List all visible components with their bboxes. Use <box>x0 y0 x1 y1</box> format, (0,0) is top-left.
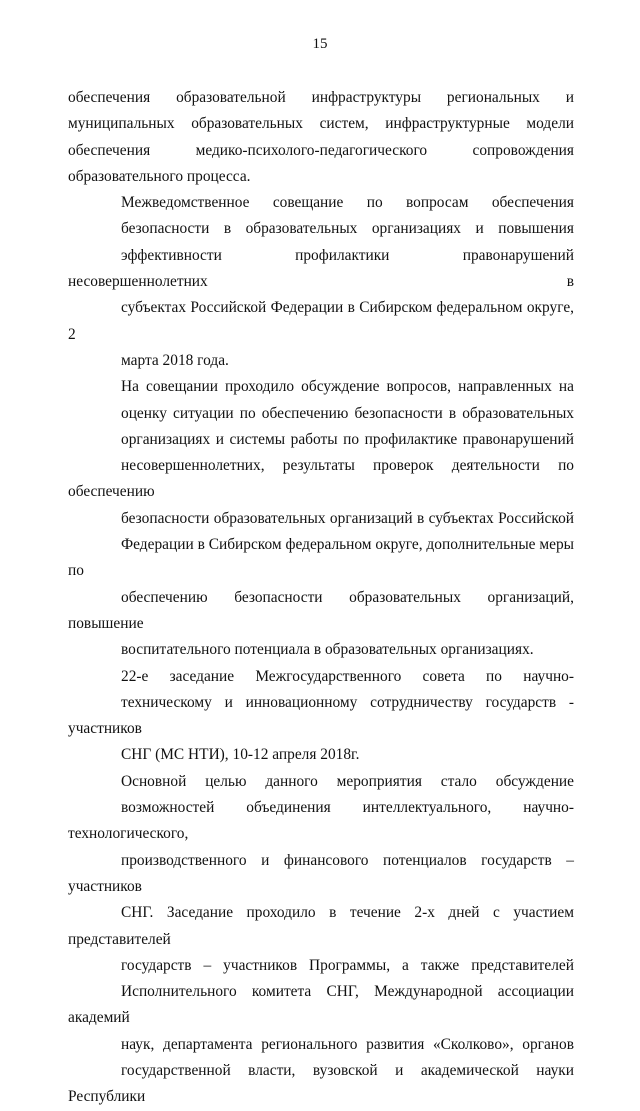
text-line: 22-е заседание Межгосударственного совета по научно- <box>121 667 574 685</box>
paragraph-council-session-title <box>68 664 574 769</box>
text-line: безопасности образовательных организаций в субъектах Российской <box>121 509 574 527</box>
text-line: оценку ситуации по обеспечению безопасности в образовательных <box>121 404 574 422</box>
text-line: государственной власти, вузовской и академической науки Республики <box>68 1061 574 1106</box>
text-line: Основной целью данного мероприятия стало обсуждение <box>121 772 574 790</box>
document-body <box>68 85 574 1111</box>
text-line: техническому и инновационному сотрудничеству государств - участников <box>68 693 574 738</box>
text-line: Исполнительного комитета СНГ, Международной ассоциации академий <box>68 983 574 1027</box>
text-line: государств – участников Программы, а также представителей <box>121 956 574 974</box>
text-line: наук, департамента регионального развития «Сколково», органов <box>121 1035 574 1053</box>
paragraph-session-goal <box>68 769 574 1111</box>
text-line: воспитательного потенциала в образовательных организациях. <box>121 641 534 659</box>
text-line: эффективности профилактики правонарушений несовершеннолетних в <box>68 246 574 291</box>
text-line: несовершеннолетних, результаты проверок деятельности по обеспечению <box>68 457 574 501</box>
text-line: производственного и финансового потенциалов государств – участников <box>68 851 574 895</box>
text-line: муниципальных образовательных систем, инфраструктурные модели <box>68 115 574 133</box>
text-line: обеспечения медико-психолого-педагогического сопровождения <box>68 141 574 159</box>
text-line: СНГ. Заседание проходило в течение 2-х дней с участием представителей <box>68 904 574 948</box>
page-number: 15 <box>312 36 328 52</box>
paragraph-interdepartmental-meeting-title <box>68 190 574 374</box>
paragraph-meeting-discussion <box>68 374 574 663</box>
text-line: образовательного процесса. <box>68 167 251 185</box>
text-line: Межведомственное совещание по вопросам обеспечения <box>121 194 574 212</box>
text-line: На совещании проходило обсуждение вопросов, направленных на <box>121 378 574 396</box>
text-line: Федерации в Сибирском федеральном округе, дополнительные меры по <box>68 536 574 580</box>
text-line: обеспечению безопасности образовательных организаций, повышение <box>68 588 574 632</box>
text-line: СНГ (МС НТИ), 10-12 апреля 2018г. <box>121 746 360 764</box>
text-line: обеспечения образовательной инфраструктуры региональных и <box>68 89 574 106</box>
text-line: субъектах Российской Федерации в Сибирском федеральном округе, 2 <box>68 299 574 343</box>
text-line: безопасности в образовательных организациях и повышения <box>121 220 574 238</box>
text-line: возможностей объединения интеллектуального, научно-технологического, <box>68 799 574 843</box>
text-line: марта 2018 года. <box>121 351 229 369</box>
text-line: организациях и системы работы по профилактике правонарушений <box>121 430 574 448</box>
paragraph-infrastructure-continuation <box>68 85 574 190</box>
